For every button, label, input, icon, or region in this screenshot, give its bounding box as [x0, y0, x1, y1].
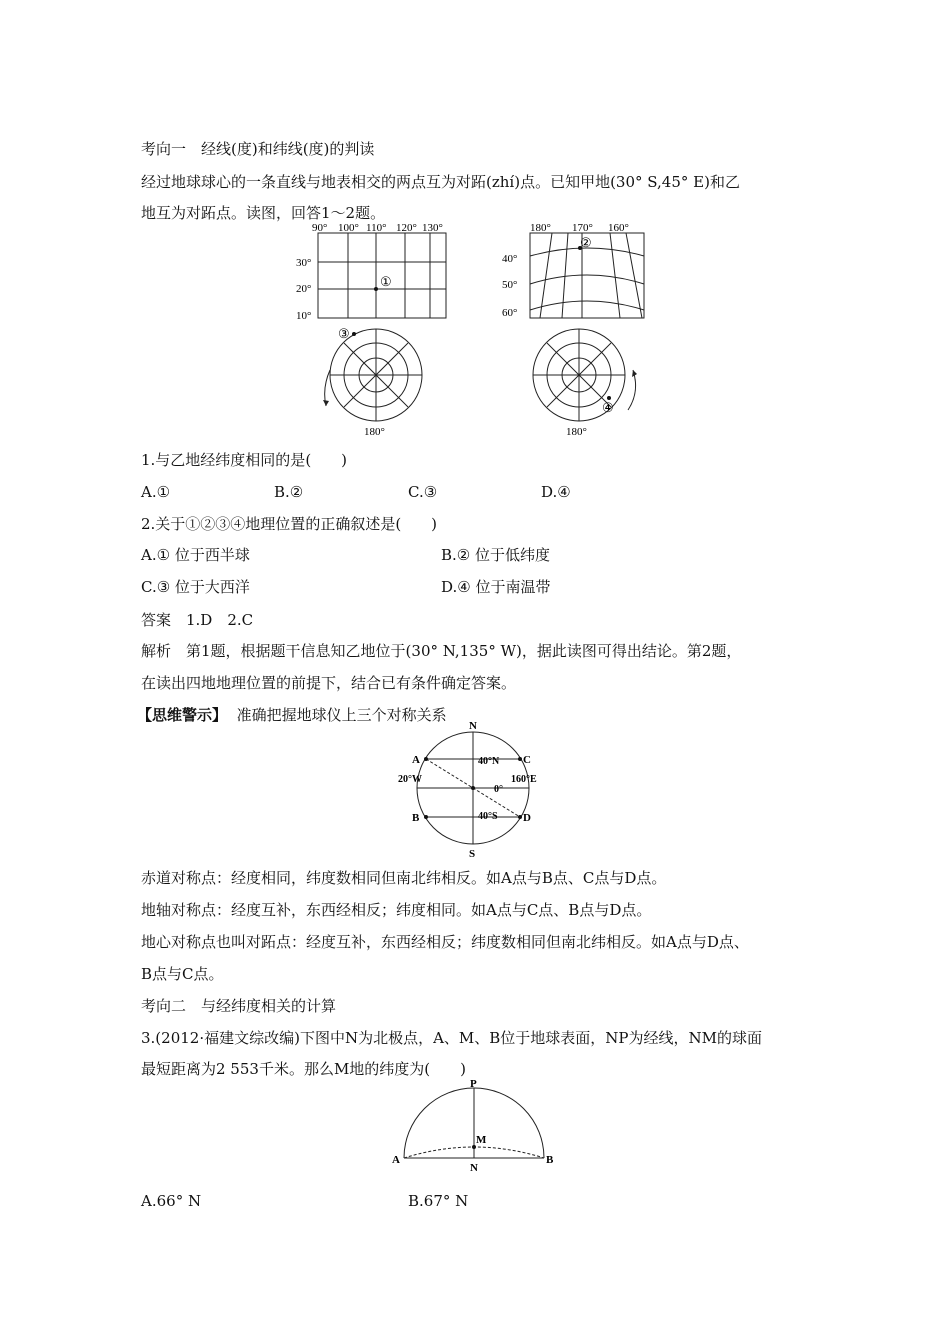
polar-view-right	[533, 329, 636, 421]
grid-top-label: 110°	[366, 222, 387, 234]
grid-left-label: 30°	[296, 257, 312, 269]
point-3-label: ③	[338, 326, 350, 341]
rule-center-1: 地心对称点也叫对跖点：经度互补，东西经相反；纬度数相同但南北纬相反。如A点与D点、	[141, 933, 749, 951]
q1-stem: 1.与乙地经纬度相同的是( )	[141, 451, 348, 469]
rule-center-2: B点与C点。	[141, 965, 224, 983]
grid-top-label: 130°	[422, 222, 443, 234]
tip-bracket: 【思维警示】	[137, 706, 228, 724]
q2-option-a: A.① 位于西半球	[141, 546, 250, 564]
rotation-arrow-icon	[323, 400, 329, 406]
hemisphere-figure	[390, 1078, 560, 1176]
grid-top-label: 120°	[396, 222, 417, 234]
q1-option-b: B.②	[274, 483, 304, 501]
q1-option-c: C.③	[408, 483, 438, 501]
label-lat-s: 40°S	[478, 811, 498, 822]
arc-top-label: 180°	[530, 222, 551, 234]
label-lat-n: 40°N	[478, 756, 500, 767]
label-n: N	[470, 1162, 478, 1174]
lat-lon-figure	[290, 220, 670, 440]
point-3-dot	[352, 332, 356, 336]
grid-top-label: 100°	[338, 222, 359, 234]
point-2-label: ②	[580, 235, 592, 250]
label-d: D	[523, 812, 531, 824]
arc-top-label: 160°	[608, 222, 629, 234]
rule-equator: 赤道对称点：经度相同，纬度数相同但南北纬相反。如A点与B点、C点与D点。	[141, 869, 667, 887]
q1-option-d: D.④	[541, 483, 571, 501]
label-s: S	[469, 848, 476, 860]
analysis-line-2: 在读出四地地理位置的前提下，结合已有条件确定答案。	[141, 674, 517, 692]
point-1-dot	[374, 287, 378, 291]
arc-left-label: 40°	[502, 253, 518, 265]
polar-view-left	[325, 329, 422, 421]
q2-stem: 2.关于①②③④地理位置的正确叙述是( )	[141, 515, 438, 533]
section2-heading: 考向二 与经纬度相关的计算	[141, 997, 337, 1015]
globe-symmetry-figure	[390, 718, 560, 860]
label-m: M	[476, 1134, 487, 1146]
point-a-dot	[424, 757, 428, 761]
center-dot	[471, 786, 475, 790]
polar-label-left: 180°	[364, 426, 385, 438]
q2-option-d: D.④ 位于南温带	[441, 578, 551, 596]
grid-left-label: 10°	[296, 310, 312, 322]
label-lon-e: 160°E	[511, 774, 537, 785]
q3-line-1: 3.(2012·福建文综改编)下图中N为北极点，A、M、B位于地球表面，NP为经线，NM的球面	[141, 1029, 763, 1047]
q2-option-b: B.② 位于低纬度	[441, 546, 551, 564]
grid-top-label: 90°	[312, 222, 328, 234]
answer: 答案 1.D 2.C	[141, 611, 254, 629]
label-b: B	[546, 1154, 554, 1166]
point-b-dot	[424, 815, 428, 819]
point-c-dot	[518, 757, 522, 761]
label-p: P	[470, 1078, 477, 1090]
arc-left-label: 60°	[502, 307, 518, 319]
label-lon-w: 20°W	[398, 774, 422, 785]
section1-heading: 考向一 经线(度)和纬线(度)的判读	[141, 140, 375, 158]
analysis-line-1: 解析 第1题，根据题干信息知乙地位于(30° N,135° W)，据此读图可得出结论。第2题，	[141, 642, 742, 660]
point-4-label: ④	[602, 400, 614, 415]
point-1-label: ①	[380, 274, 392, 289]
grid-left-label: 20°	[296, 283, 312, 295]
label-a: A	[412, 754, 420, 766]
q3-option-b: B.67° N	[408, 1192, 469, 1210]
intro-line-1: 经过地球球心的一条直线与地表相交的两点互为对跖(zhí)点。已知甲地(30° S,45° E)和乙	[141, 173, 740, 191]
tip-text: 准确把握地球仪上三个对称关系	[236, 706, 447, 724]
q2-option-c: C.③ 位于大西洋	[141, 578, 250, 596]
arc-left-label: 50°	[502, 279, 518, 291]
q3-line-2: 最短距离为2 553千米。那么M地的纬度为( )	[141, 1060, 467, 1078]
polar-label-right: 180°	[566, 426, 587, 438]
arc-top-label: 170°	[572, 222, 593, 234]
label-b: B	[412, 812, 420, 824]
q1-option-a: A.①	[141, 483, 171, 501]
intro-line-2: 地互为对跖点。读图，回答1～2题。	[141, 204, 386, 222]
q3-option-a: A.66° N	[141, 1192, 202, 1210]
label-zero: 0°	[494, 784, 503, 795]
label-c: C	[523, 754, 531, 766]
label-a: A	[392, 1154, 400, 1166]
label-n: N	[469, 720, 477, 732]
point-d-dot	[518, 815, 522, 819]
rule-axis: 地轴对称点：经度互补，东西经相反；纬度相同。如A点与C点、B点与D点。	[141, 901, 652, 919]
